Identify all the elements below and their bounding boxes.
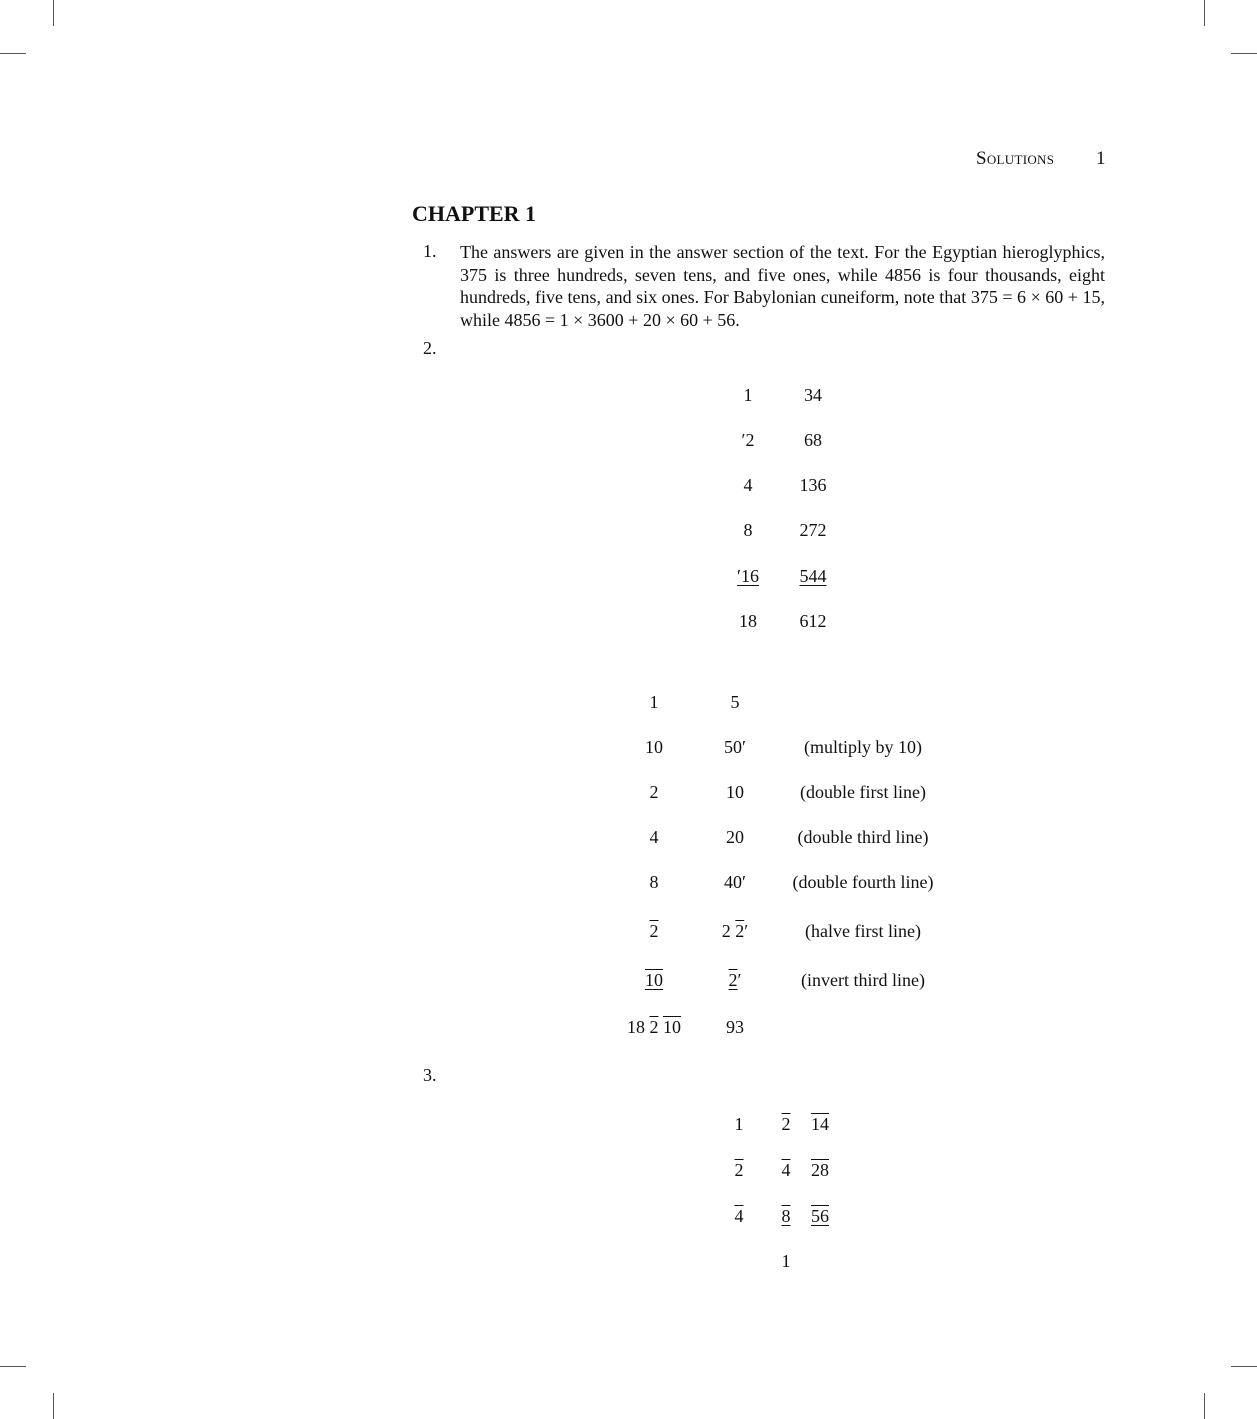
table-cell: 10 <box>645 737 663 757</box>
table-note: (double first line) <box>800 782 926 802</box>
table-cell-mark: ′ <box>737 970 742 990</box>
table-note: (halve first line) <box>805 921 921 941</box>
table-cell-whole: 2 <box>721 921 731 941</box>
table-cell: 4 <box>781 1160 791 1180</box>
table-cell <box>729 969 742 991</box>
table-cell-value: 2 <box>745 430 755 450</box>
crop-mark <box>0 53 26 54</box>
table-cell: 28 <box>811 1160 829 1180</box>
table-cell: 1 <box>743 385 753 405</box>
table-cell: 612 <box>799 611 827 631</box>
table-cell: 4 <box>649 827 659 847</box>
table-cell-fraction: 2 <box>728 970 738 990</box>
table-cell: ′2 <box>741 430 755 450</box>
problem-1-text: The answers are given in the answer section of the text. For the Egyptian hieroglyphics, 375 is three hundreds, seven tens, and five ones, while 4856 is four thousands, eight hundreds, five tens, and six ones. For Babylonian cuneiform, note that 375 = 6 × 60 + 15, while 4856 = 1 × 3600 + 20 × 60 + 56. <box>460 242 1105 330</box>
table-cell: 56 <box>811 1206 829 1226</box>
table-cell: 10 <box>645 970 663 990</box>
table-cell: 8 <box>781 1206 791 1226</box>
table-cell: 2 <box>649 921 659 941</box>
table-cell-fraction: 2 <box>735 921 745 941</box>
table-cell: 93 <box>726 1017 744 1037</box>
table-cell <box>627 1016 681 1038</box>
table-cell: 4 <box>743 475 753 495</box>
table-cell-whole: 18 <box>627 1017 645 1037</box>
problem-number: 1. <box>423 241 437 261</box>
crop-mark <box>0 1366 26 1367</box>
table-cell: 50′ <box>724 737 746 757</box>
table-cell-fraction: 10 <box>663 1017 681 1037</box>
table-cell: 34 <box>804 385 822 405</box>
table-cell: 272 <box>799 520 827 540</box>
table-cell: 68 <box>804 430 822 450</box>
table-cell: 136 <box>799 475 827 495</box>
table-cell-fraction: 2 <box>649 1017 659 1037</box>
table-cell: 8 <box>649 872 659 892</box>
crop-mark <box>53 1393 54 1419</box>
table-cell-value: 16 <box>740 566 759 586</box>
running-head <box>976 148 1106 170</box>
crop-mark <box>1231 1366 1257 1367</box>
running-title: Solutions <box>976 148 1055 169</box>
table-cell: ′16 <box>737 566 759 586</box>
table-cell: 14 <box>811 1114 829 1134</box>
table-cell: 1 <box>734 1114 744 1134</box>
table-total: 1 <box>781 1251 791 1271</box>
problem-number: 3. <box>423 1065 437 1085</box>
table-cell: 20 <box>726 827 744 847</box>
table-cell <box>722 920 748 942</box>
table-cell: 544 <box>799 566 827 586</box>
crop-mark <box>1231 53 1257 54</box>
crop-mark <box>1204 1393 1205 1419</box>
crop-mark <box>1204 0 1205 26</box>
table-note: (double fourth line) <box>792 872 934 892</box>
table-note: (multiply by 10) <box>804 737 922 757</box>
table-cell: 5 <box>730 692 740 712</box>
page-number: 1 <box>1096 148 1106 169</box>
chapter-title: CHAPTER 1 <box>412 201 537 226</box>
problem-number: 2. <box>423 338 437 358</box>
crop-mark <box>53 0 54 26</box>
table-cell: 2 <box>734 1160 744 1180</box>
table-cell: 1 <box>649 692 659 712</box>
table-cell: 2 <box>649 782 659 802</box>
table-cell-mark: ′ <box>744 921 749 941</box>
table-cell: 2 <box>781 1114 791 1134</box>
table-cell: 8 <box>743 520 753 540</box>
table-cell: 4 <box>734 1206 744 1226</box>
table-note: (double third line) <box>797 827 929 847</box>
table-cell: 40′ <box>724 872 746 892</box>
table-note: (invert third line) <box>801 970 925 990</box>
table-cell: 10 <box>726 782 744 802</box>
table-cell: 18 <box>739 611 757 631</box>
